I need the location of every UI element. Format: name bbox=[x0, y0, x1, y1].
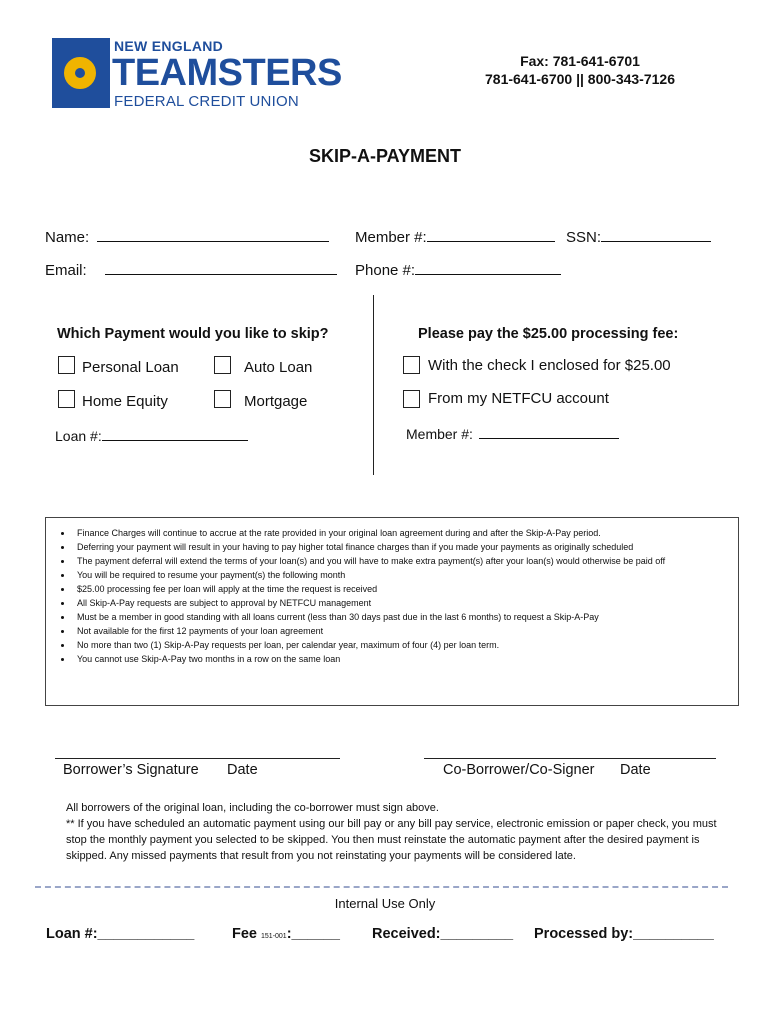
term-item: • You cannot use Skip-A-Pay two months in a row on the same loan bbox=[73, 652, 738, 666]
phone-field[interactable] bbox=[415, 260, 561, 275]
fee-member-label: Member #: bbox=[406, 426, 473, 442]
fee-prefix: Fee bbox=[232, 926, 262, 942]
terms-box bbox=[45, 517, 739, 706]
netfcu-account-label: From my NETFCU account bbox=[428, 390, 609, 407]
internal-received: Received:_________ bbox=[372, 926, 514, 942]
contact-info bbox=[460, 52, 700, 88]
name-label: Name: bbox=[45, 229, 90, 246]
logo-emblem bbox=[52, 38, 110, 108]
term-item: • Deferring your payment will result in your having to pay higher total finance charges than if you made your payments as originally scheduled bbox=[73, 540, 738, 554]
member-number-field[interactable] bbox=[427, 227, 555, 242]
name-field[interactable] bbox=[97, 227, 329, 242]
term-item: • $25.00 processing fee per loan will apply at the time the request is received bbox=[73, 582, 738, 596]
home-equity-label: Home Equity bbox=[82, 393, 168, 410]
fee-suffix: :______ bbox=[286, 926, 340, 942]
coborrower-date-label: Date bbox=[620, 762, 651, 778]
internal-use-heading: Internal Use Only bbox=[334, 896, 436, 911]
borrower-signature-label: Borrower’s Signature bbox=[63, 762, 199, 778]
credit-union-logo bbox=[52, 38, 342, 110]
wheel-icon bbox=[61, 54, 99, 92]
logo-line-2: TEAMSTERS bbox=[112, 52, 342, 94]
phone-numbers: 781-641-6700 || 800-343-7126 bbox=[485, 71, 675, 87]
personal-loan-checkbox[interactable] bbox=[58, 356, 75, 374]
disclaimer-text: All borrowers of the original loan, including the co-borrower must sign above. ** If you have scheduled an automatic payment using our bill pay or any bill pay service, electronic emission or paper check, you must stop the monthly payment you selected to be skipped. You then must reinstate the automatic payment after the desired payment is skipped. Any missed payments that result from you not reinstating your payments will be considered late. bbox=[66, 802, 717, 862]
term-item: • Not available for the first 12 payments of your loan agreement bbox=[73, 624, 738, 638]
loan-number-field[interactable] bbox=[102, 426, 248, 441]
term-item: • The payment deferral will extend the terms of your loan(s) and you will have to make extra payment(s) after your loan(s) would otherwise be paid off bbox=[73, 554, 738, 568]
check-enclosed-label: With the check I enclosed for $25.00 bbox=[428, 357, 671, 374]
auto-loan-label: Auto Loan bbox=[244, 359, 313, 376]
internal-divider bbox=[35, 886, 728, 888]
email-field[interactable] bbox=[105, 260, 337, 275]
skip-section-heading: Which Payment would you like to skip? bbox=[57, 326, 329, 342]
logo-line-1: NEW ENGLAND bbox=[114, 38, 224, 54]
phone-label: Phone #: bbox=[355, 262, 416, 279]
loan-number-row bbox=[55, 426, 248, 444]
logo-line-3: FEDERAL CREDIT UNION bbox=[114, 93, 299, 110]
internal-processed-by: Processed by:__________ bbox=[534, 926, 714, 942]
mortgage-label: Mortgage bbox=[244, 393, 308, 410]
fee-member-row bbox=[406, 424, 619, 442]
ssn-field-row bbox=[566, 227, 711, 246]
fee-section-heading: Please pay the $25.00 processing fee: bbox=[418, 326, 679, 342]
terms-list bbox=[46, 526, 738, 666]
coborrower-signature-label: Co-Borrower/Co-Signer bbox=[443, 762, 595, 778]
mortgage-checkbox[interactable] bbox=[214, 390, 231, 408]
internal-loan-number: Loan #:____________ bbox=[46, 926, 195, 942]
form-title: SKIP-A-PAYMENT bbox=[308, 146, 461, 166]
check-enclosed-checkbox[interactable] bbox=[403, 356, 420, 374]
email-label: Email: bbox=[45, 262, 87, 279]
internal-fee bbox=[232, 926, 340, 942]
home-equity-checkbox[interactable] bbox=[58, 390, 75, 408]
borrower-signature-line[interactable] bbox=[55, 758, 340, 759]
borrower-date-label: Date bbox=[227, 762, 258, 778]
term-item: • No more than two (1) Skip-A-Pay requests per loan, per calendar year, maximum of four (4) per loan term. bbox=[73, 638, 738, 652]
fee-member-field[interactable] bbox=[479, 424, 619, 439]
member-field-row bbox=[355, 227, 555, 246]
fax-number: Fax: 781-641-6701 bbox=[520, 53, 640, 69]
loan-number-label: Loan #: bbox=[55, 428, 102, 444]
personal-loan-label: Personal Loan bbox=[82, 359, 179, 376]
term-item: • Must be a member in good standing with all loans current (less than 30 days past due in the last 6 months) to request a Skip-A-Pay bbox=[73, 610, 738, 624]
ssn-field[interactable] bbox=[601, 227, 711, 242]
term-item: • Finance Charges will continue to accrue at the rate provided in your original loan agreement during and after the Skip-A-Pay period. bbox=[73, 526, 738, 540]
email-field-row bbox=[45, 260, 337, 279]
fee-code: 151-001 bbox=[261, 933, 287, 940]
coborrower-signature-line[interactable] bbox=[424, 758, 716, 759]
section-divider bbox=[373, 295, 374, 475]
auto-loan-checkbox[interactable] bbox=[214, 356, 231, 374]
name-field-row bbox=[45, 227, 329, 246]
term-item: • All Skip-A-Pay requests are subject to approval by NETFCU management bbox=[73, 596, 738, 610]
member-label: Member #: bbox=[355, 229, 427, 246]
term-item: • You will be required to resume your payment(s) the following month bbox=[73, 568, 738, 582]
phone-field-row bbox=[355, 260, 561, 279]
ssn-label: SSN: bbox=[566, 229, 602, 246]
netfcu-account-checkbox[interactable] bbox=[403, 390, 420, 408]
